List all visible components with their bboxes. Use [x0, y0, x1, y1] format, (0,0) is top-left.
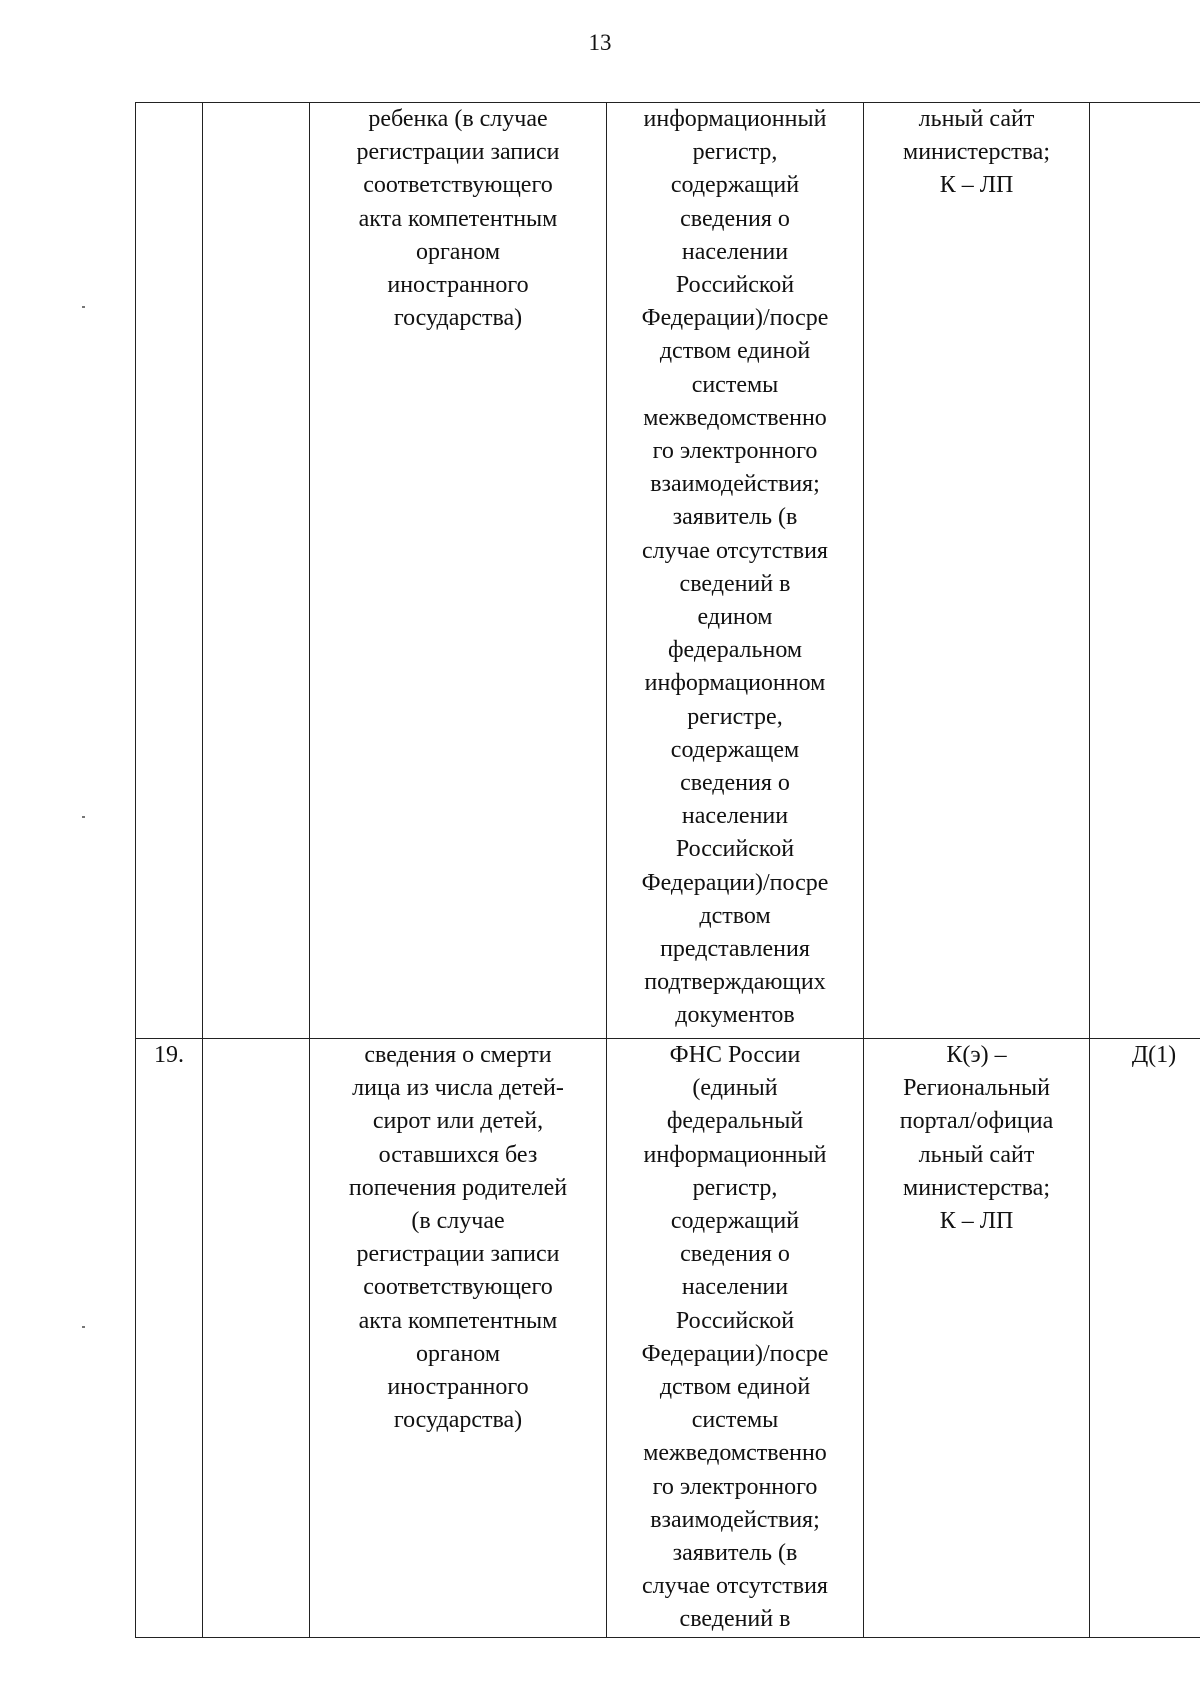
cell-line: (в случае — [411, 1208, 505, 1235]
cell-line: межведомственно — [643, 404, 827, 431]
cell-line: соответствующего — [363, 1274, 553, 1301]
cell-line: лица из числа детей- — [352, 1075, 564, 1102]
cell-line: информационном — [644, 670, 826, 697]
cell-line: льный сайт — [918, 106, 1035, 132]
cell-line: Российской — [675, 836, 795, 863]
cell-line: взаимодействия; — [650, 471, 820, 498]
cell-line: го электронного — [652, 438, 818, 465]
cell-line: заявитель (в — [672, 1540, 798, 1567]
cell-line: населении — [681, 238, 789, 265]
cell-line: сведения о — [680, 1241, 790, 1268]
cell-line: регистр, — [692, 1174, 778, 1201]
cell-line: регистрации записи — [356, 139, 560, 166]
cell-line: сведений в — [679, 1606, 791, 1633]
cell-line: подтверждающих — [644, 969, 826, 996]
cell-line: сведения о смерти — [364, 1042, 552, 1068]
cell-line: случае отсутствия — [642, 1573, 828, 1600]
cell-line: дством единой — [659, 1374, 811, 1401]
table-row — [136, 103, 1200, 1039]
cell-line: министерства; — [903, 1174, 1050, 1201]
row-number-cell — [136, 103, 203, 1039]
cell-line: едином — [697, 604, 773, 631]
cell-line: системы — [691, 1407, 779, 1434]
cell-line: представления — [660, 936, 810, 963]
cell-line: содержащий — [670, 1208, 800, 1235]
cell-line: сведения о — [680, 205, 790, 232]
cell-line: регистре, — [687, 703, 783, 730]
cell-line: регистр, — [692, 139, 778, 166]
cell-line: Федерации)/посре — [641, 869, 829, 896]
scan-mark — [82, 1326, 85, 1328]
cell-line: ребенка (в случае — [368, 106, 548, 132]
scan-mark — [82, 306, 85, 308]
info-cell — [310, 1039, 607, 1638]
cell-line: государства) — [393, 1407, 523, 1434]
cell-line: дством — [699, 902, 771, 929]
cell-line: органом — [415, 1340, 501, 1367]
cell-line: системы — [691, 371, 779, 398]
cell-line: попечения родителей — [348, 1174, 568, 1201]
cell-line: Российской — [675, 1307, 795, 1334]
method-cell — [864, 1039, 1090, 1638]
cell-line: Федерации)/посре — [641, 1340, 829, 1367]
info-cell — [310, 103, 607, 1039]
cell-line: содержащем — [670, 736, 800, 763]
cell-line: населении — [681, 1274, 789, 1301]
scan-mark — [82, 816, 85, 818]
cell-line: К(э) – — [946, 1042, 1007, 1068]
cell-line: сведения о — [680, 770, 790, 797]
source-cell — [607, 103, 864, 1039]
cell-line: портал/официа — [899, 1108, 1054, 1135]
cell-line: акта компетентным — [358, 1307, 558, 1334]
empty-cell — [203, 1039, 310, 1638]
cell-line: федеральный — [666, 1108, 804, 1135]
cell-line: оставшихся без — [378, 1141, 538, 1168]
cell-line: дством единой — [659, 338, 811, 365]
extra-cell — [1090, 1039, 1200, 1638]
cell-line: льный сайт — [918, 1141, 1035, 1168]
cell-line: ФНС России — [669, 1042, 801, 1068]
empty-cell — [203, 103, 310, 1039]
cell-line: межведомственно — [643, 1440, 827, 1467]
cell-line: федеральном — [667, 637, 803, 664]
cell-line: министерства; — [903, 139, 1050, 166]
cell-line: информационный — [643, 106, 827, 132]
cell-line: (единый — [692, 1075, 778, 1102]
cell-line: соответствующего — [363, 172, 553, 199]
cell-line: государства) — [393, 305, 523, 332]
row-number-cell: 19. — [136, 1039, 203, 1638]
table-body — [136, 103, 1200, 1638]
cell-line: заявитель (в — [672, 504, 798, 531]
cell-line: случае отсутствия — [642, 537, 828, 564]
document-table — [135, 102, 1200, 1638]
page-number: 13 — [588, 30, 612, 55]
cell-line: Региональный — [903, 1075, 1050, 1102]
cell-line: иностранного — [387, 1374, 529, 1401]
cell-line: Российской — [675, 272, 795, 299]
cell-line: К – ЛП — [939, 1208, 1014, 1235]
source-cell — [607, 1039, 864, 1638]
cell-line: сведений в — [679, 570, 791, 597]
method-cell — [864, 103, 1090, 1039]
cell-line: го электронного — [652, 1473, 818, 1500]
cell-line: взаимодействия; — [650, 1506, 820, 1533]
cell-line: Д(1) — [1131, 1042, 1177, 1068]
cell-line: Федерации)/посре — [641, 305, 829, 332]
cell-line: иностранного — [387, 272, 529, 299]
cell-line: сирот или детей, — [372, 1108, 544, 1135]
cell-line: населении — [681, 803, 789, 830]
cell-line: К – ЛП — [939, 172, 1014, 199]
cell-line: органом — [415, 238, 501, 265]
cell-line: регистрации записи — [356, 1241, 560, 1268]
cell-line: информационный — [643, 1141, 827, 1168]
cell-line: содержащий — [670, 172, 800, 199]
cell-line: документов — [675, 1002, 795, 1029]
cell-line: акта компетентным — [358, 205, 558, 232]
table-row — [136, 1039, 1200, 1638]
extra-cell — [1090, 103, 1200, 1039]
